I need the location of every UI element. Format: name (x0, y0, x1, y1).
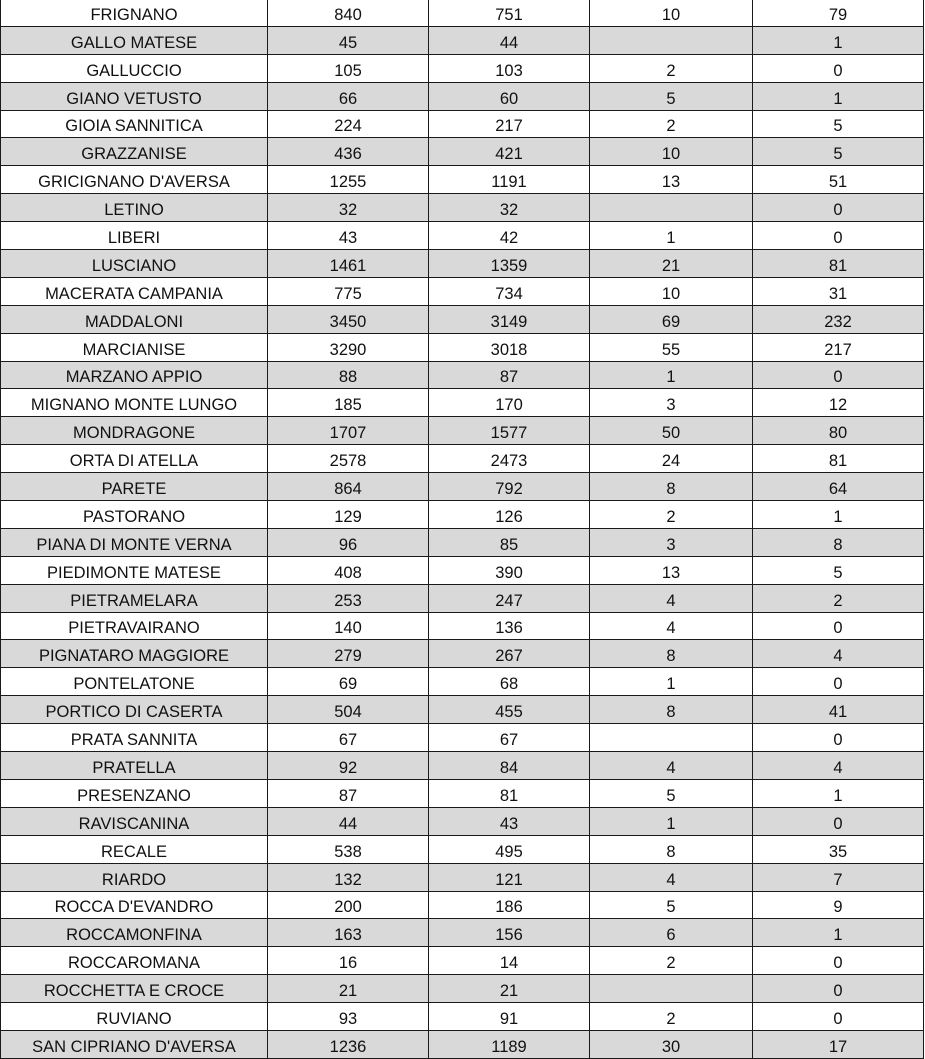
cell-col-3: 8 (590, 835, 753, 863)
table-row (1, 501, 924, 529)
cell-col-3: 1 (590, 222, 753, 250)
cell-col-1: 43 (268, 222, 429, 250)
cell-col-1: 504 (268, 696, 429, 724)
cell-col-3: 8 (590, 473, 753, 501)
cell-col-4: 0 (753, 1003, 924, 1031)
cell-col-1: 224 (268, 110, 429, 138)
cell-comune: ROCCAMONFINA (1, 919, 268, 947)
cell-col-3: 4 (590, 752, 753, 780)
cell-col-1: 200 (268, 891, 429, 919)
cell-col-4: 1 (753, 919, 924, 947)
table-row (1, 975, 924, 1003)
cell-col-4: 0 (753, 194, 924, 222)
cell-col-4: 1 (753, 501, 924, 529)
table-row (1, 194, 924, 222)
table-row (1, 891, 924, 919)
cell-comune: PARETE (1, 473, 268, 501)
cell-col-2: 60 (429, 82, 590, 110)
cell-col-4: 5 (753, 138, 924, 166)
cell-col-1: 92 (268, 752, 429, 780)
cell-comune: PASTORANO (1, 501, 268, 529)
cell-col-2: 495 (429, 835, 590, 863)
cell-col-4: 4 (753, 640, 924, 668)
cell-col-1: 185 (268, 389, 429, 417)
cell-col-1: 32 (268, 194, 429, 222)
cell-col-2: 751 (429, 0, 590, 26)
table-row (1, 919, 924, 947)
cell-col-2: 267 (429, 640, 590, 668)
cell-col-4: 0 (753, 361, 924, 389)
cell-col-3: 10 (590, 277, 753, 305)
cell-col-2: 792 (429, 473, 590, 501)
cell-col-4: 51 (753, 166, 924, 194)
table-row (1, 696, 924, 724)
cell-col-1: 44 (268, 807, 429, 835)
cell-col-3: 2 (590, 110, 753, 138)
cell-comune: PIETRAMELARA (1, 584, 268, 612)
cell-col-1: 45 (268, 26, 429, 54)
cell-col-3: 4 (590, 612, 753, 640)
cell-comune: PIANA DI MONTE VERNA (1, 528, 268, 556)
cell-col-3: 2 (590, 54, 753, 82)
cell-comune: MADDALONI (1, 305, 268, 333)
cell-comune: RECALE (1, 835, 268, 863)
cell-comune: GRICIGNANO D'AVERSA (1, 166, 268, 194)
cell-col-4: 12 (753, 389, 924, 417)
cell-col-1: 16 (268, 947, 429, 975)
cell-col-3: 55 (590, 333, 753, 361)
cell-col-3: 5 (590, 82, 753, 110)
cell-col-1: 1255 (268, 166, 429, 194)
cell-col-3: 1 (590, 668, 753, 696)
cell-comune: MACERATA CAMPANIA (1, 277, 268, 305)
cell-col-4: 35 (753, 835, 924, 863)
cell-col-1: 1707 (268, 417, 429, 445)
cell-col-2: 32 (429, 194, 590, 222)
cell-col-4: 2 (753, 584, 924, 612)
cell-col-3: 13 (590, 556, 753, 584)
cell-col-2: 21 (429, 975, 590, 1003)
cell-comune: GRAZZANISE (1, 138, 268, 166)
cell-col-2: 81 (429, 779, 590, 807)
cell-col-3: 30 (590, 1030, 753, 1058)
cell-col-3: 3 (590, 389, 753, 417)
cell-col-1: 436 (268, 138, 429, 166)
cell-col-2: 121 (429, 863, 590, 891)
cell-comune: MARCIANISE (1, 333, 268, 361)
cell-comune: PORTICO DI CASERTA (1, 696, 268, 724)
cell-col-3: 13 (590, 166, 753, 194)
cell-col-2: 1577 (429, 417, 590, 445)
table-row (1, 445, 924, 473)
cell-col-2: 1191 (429, 166, 590, 194)
table-row (1, 82, 924, 110)
cell-col-2: 103 (429, 54, 590, 82)
cell-col-2: 390 (429, 556, 590, 584)
cell-col-3 (590, 26, 753, 54)
cell-col-4: 8 (753, 528, 924, 556)
cell-col-1: 775 (268, 277, 429, 305)
cell-col-3: 2 (590, 1003, 753, 1031)
cell-col-3: 21 (590, 250, 753, 278)
table-row (1, 528, 924, 556)
cell-col-4: 1 (753, 779, 924, 807)
cell-col-2: 247 (429, 584, 590, 612)
cell-col-1: 21 (268, 975, 429, 1003)
cell-col-2: 170 (429, 389, 590, 417)
cell-comune: MARZANO APPIO (1, 361, 268, 389)
cell-comune: RIARDO (1, 863, 268, 891)
cell-col-3: 69 (590, 305, 753, 333)
cell-col-3: 5 (590, 891, 753, 919)
cell-col-3 (590, 724, 753, 752)
cell-col-2: 2473 (429, 445, 590, 473)
cell-comune: FRIGNANO (1, 0, 268, 26)
cell-col-2: 67 (429, 724, 590, 752)
cell-col-4: 0 (753, 54, 924, 82)
cell-col-1: 129 (268, 501, 429, 529)
cell-col-3: 2 (590, 947, 753, 975)
cell-col-1: 2578 (268, 445, 429, 473)
table-row (1, 250, 924, 278)
cell-col-3: 6 (590, 919, 753, 947)
table-row (1, 752, 924, 780)
table-row (1, 612, 924, 640)
cell-col-1: 163 (268, 919, 429, 947)
cell-comune: LIBERI (1, 222, 268, 250)
cell-col-3: 1 (590, 807, 753, 835)
cell-col-4: 81 (753, 445, 924, 473)
cell-col-1: 279 (268, 640, 429, 668)
cell-col-2: 421 (429, 138, 590, 166)
cell-comune: LUSCIANO (1, 250, 268, 278)
cell-comune: RAVISCANINA (1, 807, 268, 835)
cell-col-1: 408 (268, 556, 429, 584)
table-row (1, 389, 924, 417)
cell-col-4: 0 (753, 807, 924, 835)
table-row (1, 473, 924, 501)
cell-col-3: 3 (590, 528, 753, 556)
cell-col-2: 87 (429, 361, 590, 389)
cell-col-2: 3018 (429, 333, 590, 361)
cell-col-4: 217 (753, 333, 924, 361)
cell-comune: SAN CIPRIANO D'AVERSA (1, 1030, 268, 1058)
cell-col-3: 24 (590, 445, 753, 473)
cell-col-2: 44 (429, 26, 590, 54)
table-row (1, 222, 924, 250)
table-row (1, 138, 924, 166)
cell-col-2: 68 (429, 668, 590, 696)
cell-col-1: 140 (268, 612, 429, 640)
table-row (1, 54, 924, 82)
table-row (1, 1030, 924, 1058)
cell-comune: PIGNATARO MAGGIORE (1, 640, 268, 668)
cell-col-4: 80 (753, 417, 924, 445)
cell-col-1: 66 (268, 82, 429, 110)
cell-col-3: 2 (590, 501, 753, 529)
cell-col-2: 455 (429, 696, 590, 724)
table-row (1, 305, 924, 333)
cell-comune: RUVIANO (1, 1003, 268, 1031)
table-row (1, 584, 924, 612)
table-row (1, 640, 924, 668)
table-row (1, 779, 924, 807)
cell-col-1: 840 (268, 0, 429, 26)
cell-comune: GALLUCCIO (1, 54, 268, 82)
cell-col-1: 538 (268, 835, 429, 863)
cell-col-4: 31 (753, 277, 924, 305)
cell-col-1: 69 (268, 668, 429, 696)
table-row (1, 166, 924, 194)
table-row (1, 947, 924, 975)
cell-col-4: 7 (753, 863, 924, 891)
cell-comune: GIANO VETUSTO (1, 82, 268, 110)
cell-col-2: 1359 (429, 250, 590, 278)
cell-col-4: 1 (753, 82, 924, 110)
table-row (1, 863, 924, 891)
cell-comune: GIOIA SANNITICA (1, 110, 268, 138)
cell-col-4: 1 (753, 26, 924, 54)
cell-col-1: 105 (268, 54, 429, 82)
cell-col-4: 17 (753, 1030, 924, 1058)
cell-col-1: 93 (268, 1003, 429, 1031)
cell-comune: PRATA SANNITA (1, 724, 268, 752)
cell-comune: PIETRAVAIRANO (1, 612, 268, 640)
cell-col-3: 50 (590, 417, 753, 445)
cell-col-4: 81 (753, 250, 924, 278)
cell-col-2: 42 (429, 222, 590, 250)
cell-col-2: 43 (429, 807, 590, 835)
cell-comune: ORTA DI ATELLA (1, 445, 268, 473)
cell-col-2: 85 (429, 528, 590, 556)
cell-col-3: 10 (590, 138, 753, 166)
table-row (1, 835, 924, 863)
cell-col-2: 91 (429, 1003, 590, 1031)
cell-col-2: 136 (429, 612, 590, 640)
table-row (1, 277, 924, 305)
cell-comune: LETINO (1, 194, 268, 222)
cell-col-4: 41 (753, 696, 924, 724)
cell-col-1: 87 (268, 779, 429, 807)
cell-col-3: 5 (590, 779, 753, 807)
cell-col-2: 156 (429, 919, 590, 947)
cell-col-4: 0 (753, 724, 924, 752)
table-row (1, 110, 924, 138)
cell-col-4: 0 (753, 668, 924, 696)
cell-comune: ROCCAROMANA (1, 947, 268, 975)
table-row (1, 26, 924, 54)
table-row (1, 668, 924, 696)
cell-col-4: 4 (753, 752, 924, 780)
cell-col-2: 1189 (429, 1030, 590, 1058)
cell-col-1: 132 (268, 863, 429, 891)
cell-comune: MIGNANO MONTE LUNGO (1, 389, 268, 417)
cell-col-3 (590, 975, 753, 1003)
cell-comune: ROCCA D'EVANDRO (1, 891, 268, 919)
cell-col-4: 0 (753, 222, 924, 250)
cell-comune: PRESENZANO (1, 779, 268, 807)
cell-col-1: 88 (268, 361, 429, 389)
cell-col-4: 9 (753, 891, 924, 919)
cell-col-3: 8 (590, 696, 753, 724)
cell-col-2: 126 (429, 501, 590, 529)
cell-comune: PRATELLA (1, 752, 268, 780)
cell-col-3: 4 (590, 584, 753, 612)
cell-comune: GALLO MATESE (1, 26, 268, 54)
cell-col-4: 64 (753, 473, 924, 501)
table-row (1, 807, 924, 835)
cell-col-1: 3290 (268, 333, 429, 361)
table-row (1, 333, 924, 361)
cell-col-3: 8 (590, 640, 753, 668)
table-row (1, 361, 924, 389)
cell-col-2: 186 (429, 891, 590, 919)
cell-col-2: 3149 (429, 305, 590, 333)
cell-comune: MONDRAGONE (1, 417, 268, 445)
cell-col-3: 1 (590, 361, 753, 389)
cell-col-4: 0 (753, 612, 924, 640)
cell-col-3: 4 (590, 863, 753, 891)
cell-col-3 (590, 194, 753, 222)
cell-col-4: 0 (753, 947, 924, 975)
cell-col-4: 79 (753, 0, 924, 26)
cell-col-3: 10 (590, 0, 753, 26)
cell-col-1: 1461 (268, 250, 429, 278)
cell-comune: PONTELATONE (1, 668, 268, 696)
cell-col-4: 232 (753, 305, 924, 333)
cell-comune: ROCCHETTA E CROCE (1, 975, 268, 1003)
cell-col-4: 0 (753, 975, 924, 1003)
cell-col-2: 217 (429, 110, 590, 138)
cell-col-1: 1236 (268, 1030, 429, 1058)
cell-col-2: 84 (429, 752, 590, 780)
table-row (1, 1003, 924, 1031)
cell-col-1: 67 (268, 724, 429, 752)
cell-col-1: 864 (268, 473, 429, 501)
table-row (1, 0, 924, 26)
cell-comune: PIEDIMONTE MATESE (1, 556, 268, 584)
cell-col-2: 14 (429, 947, 590, 975)
cell-col-1: 96 (268, 528, 429, 556)
cell-col-1: 253 (268, 584, 429, 612)
cell-col-2: 734 (429, 277, 590, 305)
table-row (1, 724, 924, 752)
table-body (1, 0, 924, 1058)
cell-col-1: 3450 (268, 305, 429, 333)
table-row (1, 556, 924, 584)
cell-col-4: 5 (753, 556, 924, 584)
cell-col-4: 5 (753, 110, 924, 138)
table-row (1, 417, 924, 445)
